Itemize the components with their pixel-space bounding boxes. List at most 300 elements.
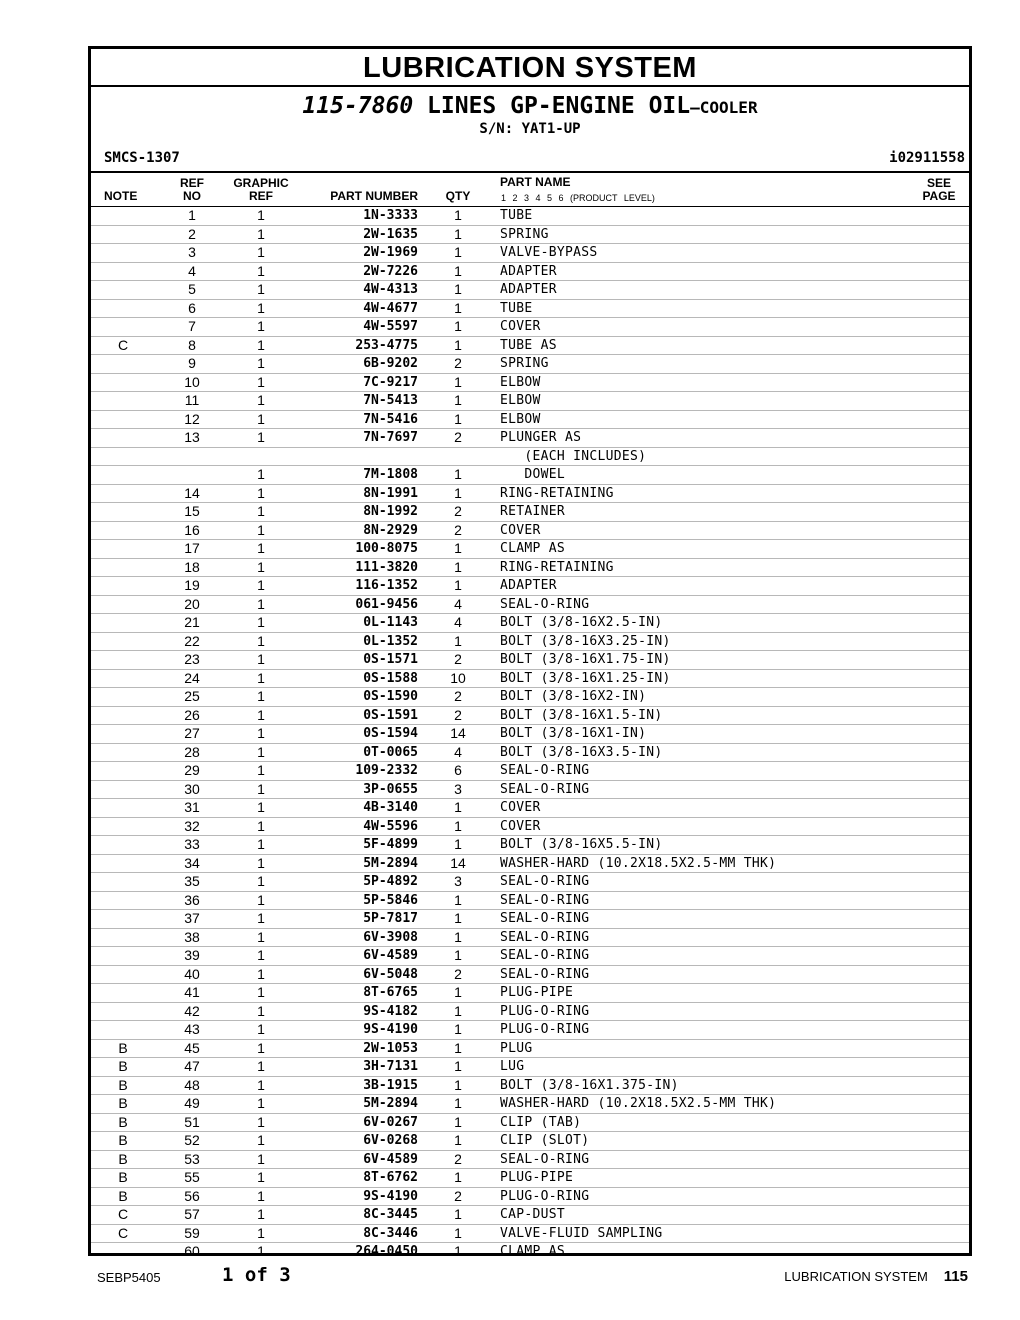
table-row xyxy=(91,502,969,521)
table-row xyxy=(91,447,969,466)
table-row xyxy=(91,243,969,262)
cell-ref: 27 xyxy=(184,725,200,741)
page-title: LUBRICATION SYSTEM xyxy=(363,52,697,84)
table-row xyxy=(91,1020,969,1039)
cell-part: 264-0450 xyxy=(355,1244,418,1259)
cell-ref: 40 xyxy=(184,965,200,982)
cell-graphic: 1 xyxy=(257,540,265,556)
cell-ref: 25 xyxy=(184,688,200,704)
cell-part: 5M-2894 xyxy=(363,855,418,871)
cell-qty: 4 xyxy=(454,595,462,612)
cell-part: 4B-3140 xyxy=(363,800,418,815)
cell-name: SEAL-O-RING xyxy=(500,911,590,926)
cell-note: C xyxy=(117,1206,129,1222)
cell-ref: 33 xyxy=(184,836,200,852)
table-row xyxy=(91,798,969,817)
cell-qty: 1 xyxy=(454,540,462,556)
cell-graphic: 1 xyxy=(257,244,265,260)
cell-graphic: 1 xyxy=(257,1095,265,1111)
footer-section xyxy=(784,1268,968,1285)
cell-qty: 2 xyxy=(454,965,462,982)
cell-qty: 2 xyxy=(454,355,462,371)
cell-ref: 17 xyxy=(184,540,200,556)
cell-graphic: 1 xyxy=(257,299,265,316)
cell-name: WASHER-HARD (10.2X18.5X2.5-MM THK) xyxy=(500,855,777,871)
cell-name: RING-RETAINING xyxy=(500,485,614,501)
table-row xyxy=(91,595,969,614)
cell-qty: 2 xyxy=(454,521,462,538)
table-row xyxy=(91,576,969,595)
cell-name: TUBE AS xyxy=(500,337,557,353)
col-ref-header-top: REF xyxy=(180,176,204,190)
cell-part: 8N-1991 xyxy=(363,485,418,501)
cell-qty: 6 xyxy=(454,762,462,778)
cell-ref: 52 xyxy=(184,1132,200,1148)
cell-qty: 1 xyxy=(454,632,462,649)
cell-ref: 56 xyxy=(184,1187,200,1204)
table-row xyxy=(91,317,969,336)
cell-part: 5P-5846 xyxy=(363,892,418,908)
cell-ref: 28 xyxy=(184,743,200,760)
cell-name: SEAL-O-RING xyxy=(500,874,590,889)
cell-name: ADAPTER xyxy=(500,282,557,297)
cell-name: CLIP (TAB) xyxy=(500,1114,582,1130)
cell-name: COVER xyxy=(500,818,541,834)
cell-name: BOLT (3/8-16X3.25-IN) xyxy=(500,633,671,649)
table-row xyxy=(91,817,969,836)
cell-graphic: 1 xyxy=(257,410,265,427)
table-row xyxy=(91,373,969,392)
group-name-suffix: —COOLER xyxy=(690,98,758,117)
col-graphic-header-top: GRAPHIC xyxy=(233,176,289,190)
cell-ref: 39 xyxy=(184,947,200,963)
cell-part: 0S-1590 xyxy=(363,689,418,704)
cell-name: TUBE xyxy=(500,300,533,316)
footer-page-number: 115 xyxy=(943,1268,968,1285)
table-row xyxy=(91,687,969,706)
cell-ref: 16 xyxy=(184,521,200,538)
cell-part: 6V-3908 xyxy=(363,929,418,945)
cell-graphic: 1 xyxy=(257,743,265,760)
cell-ref: 55 xyxy=(184,1169,200,1185)
cell-name: PLUG-O-RING xyxy=(500,1003,590,1019)
cell-qty: 1 xyxy=(454,373,462,390)
cell-graphic: 1 xyxy=(257,484,265,501)
cell-name: DOWEL xyxy=(500,467,566,482)
cell-note: B xyxy=(118,1187,128,1204)
cell-graphic: 1 xyxy=(257,225,265,242)
cell-ref: 12 xyxy=(184,410,200,427)
table-row xyxy=(91,521,969,540)
cell-name: SEAL-O-RING xyxy=(500,948,590,963)
cell-name: SEAL-O-RING xyxy=(500,763,590,778)
cell-graphic: 1 xyxy=(257,688,265,704)
cell-qty: 1 xyxy=(454,1021,462,1037)
cell-graphic: 1 xyxy=(257,503,265,519)
cell-part: 6V-0267 xyxy=(363,1114,418,1130)
cell-qty: 14 xyxy=(450,725,466,741)
cell-part: 8C-3445 xyxy=(363,1207,418,1222)
cell-graphic: 1 xyxy=(257,891,265,908)
table-row xyxy=(91,280,969,299)
cell-qty: 1 xyxy=(454,947,462,963)
cell-part: 100-8075 xyxy=(355,541,418,556)
table-row xyxy=(91,1242,969,1261)
cell-graphic: 1 xyxy=(257,836,265,852)
cell-part: 9S-4182 xyxy=(363,1003,418,1019)
footer-doc-id: SEBP5405 xyxy=(97,1270,161,1285)
table-row xyxy=(91,1094,969,1113)
cell-qty: 1 xyxy=(454,910,462,926)
cell-ref: 59 xyxy=(184,1224,200,1241)
cell-ref: 7 xyxy=(188,318,196,334)
cell-graphic: 1 xyxy=(257,1076,265,1093)
cell-graphic: 1 xyxy=(257,558,265,575)
cell-graphic: 1 xyxy=(257,965,265,982)
cell-qty: 1 xyxy=(454,1076,462,1093)
cell-qty: 1 xyxy=(454,558,462,575)
table-row xyxy=(91,539,969,558)
cell-qty: 3 xyxy=(454,873,462,889)
cell-part: 9S-4190 xyxy=(363,1188,418,1204)
cell-part: 2W-1969 xyxy=(363,245,418,260)
cell-ref: 37 xyxy=(184,910,200,926)
cell-qty: 1 xyxy=(454,484,462,501)
cell-graphic: 1 xyxy=(257,1243,265,1259)
col-graphic-header-bottom: REF xyxy=(249,189,273,203)
table-row xyxy=(91,724,969,743)
table-row xyxy=(91,428,969,447)
cell-ref: 8 xyxy=(188,336,196,353)
cell-name: BOLT (3/8-16X3.5-IN) xyxy=(500,744,663,760)
cell-part: 0T-0065 xyxy=(363,744,418,760)
cell-ref: 10 xyxy=(184,373,200,390)
cell-part: 4W-5596 xyxy=(363,818,418,834)
cell-ref: 38 xyxy=(184,928,200,945)
cell-part: 6V-0268 xyxy=(363,1133,418,1148)
cell-part: 8T-6765 xyxy=(363,985,418,1000)
cell-ref: 47 xyxy=(184,1058,200,1074)
cell-graphic: 1 xyxy=(257,355,265,371)
cell-name: SPRING xyxy=(500,356,549,371)
cell-qty: 1 xyxy=(454,318,462,334)
cell-ref: 23 xyxy=(184,651,200,667)
table-row xyxy=(91,872,969,891)
cell-name: VALVE-BYPASS xyxy=(500,245,598,260)
table-row xyxy=(91,1224,969,1243)
cell-graphic: 1 xyxy=(257,614,265,630)
table-row xyxy=(91,262,969,281)
table-row xyxy=(91,835,969,854)
table-row xyxy=(91,1187,969,1206)
cell-name: SEAL-O-RING xyxy=(500,1151,590,1167)
cell-graphic: 1 xyxy=(257,1113,265,1130)
cell-graphic: 1 xyxy=(257,651,265,667)
cell-qty: 2 xyxy=(454,429,462,445)
cell-part: 6V-5048 xyxy=(363,966,418,982)
cell-ref: 60 xyxy=(184,1243,200,1259)
cell-qty: 1 xyxy=(454,1039,462,1056)
cell-qty: 1 xyxy=(454,299,462,316)
cell-qty: 10 xyxy=(450,669,466,686)
cell-name: BOLT (3/8-16X1.75-IN) xyxy=(500,652,671,667)
cell-ref: 13 xyxy=(184,429,200,445)
cell-graphic: 1 xyxy=(257,910,265,926)
cell-part: 7N-7697 xyxy=(363,430,418,445)
cell-graphic: 1 xyxy=(257,947,265,963)
cell-graphic: 1 xyxy=(257,207,265,223)
cell-qty: 1 xyxy=(454,817,462,834)
table-row xyxy=(91,706,969,725)
group-title xyxy=(91,93,969,121)
table-row xyxy=(91,909,969,928)
cell-name: BOLT (3/8-16X2-IN) xyxy=(500,689,647,704)
cell-name: SEAL-O-RING xyxy=(500,929,590,945)
cell-qty: 1 xyxy=(454,1058,462,1074)
cell-name: CLAMP AS xyxy=(500,541,566,556)
table-row xyxy=(91,669,969,688)
table-row xyxy=(91,965,969,984)
cell-ref: 24 xyxy=(184,669,200,686)
cell-name: (EACH INCLUDES) xyxy=(500,448,647,464)
cell-name: BOLT (3/8-16X5.5-IN) xyxy=(500,837,663,852)
table-row xyxy=(91,465,969,484)
cell-graphic: 1 xyxy=(257,632,265,649)
parts-table xyxy=(91,206,969,1261)
cell-part: 5P-4892 xyxy=(363,874,418,889)
cell-qty: 1 xyxy=(454,1206,462,1222)
cell-graphic: 1 xyxy=(257,1002,265,1019)
cell-part: 253-4775 xyxy=(355,337,418,353)
table-row xyxy=(91,1205,969,1224)
cell-part: 061-9456 xyxy=(355,596,418,612)
col-part-name-header: PART NAME xyxy=(500,175,571,189)
cell-note: B xyxy=(118,1058,128,1074)
table-row xyxy=(91,650,969,669)
cell-name: COVER xyxy=(500,319,541,334)
table-row xyxy=(91,983,969,1002)
col-see-header-bottom: PAGE xyxy=(922,189,956,203)
cell-name: BOLT (3/8-16X1.25-IN) xyxy=(500,670,671,686)
cell-part: 2W-1635 xyxy=(363,226,418,242)
cell-note: B xyxy=(118,1113,128,1130)
cell-name: PLUG-O-RING xyxy=(500,1022,590,1037)
cell-part: 3B-1915 xyxy=(363,1077,418,1093)
cell-graphic: 1 xyxy=(257,1058,265,1074)
cell-name: SEAL-O-RING xyxy=(500,781,590,797)
cell-ref: 32 xyxy=(184,817,200,834)
table-row xyxy=(91,1002,969,1021)
table-row xyxy=(91,1057,969,1076)
cell-note: B xyxy=(118,1039,128,1056)
cell-part: 1N-3333 xyxy=(363,208,418,223)
cell-ref: 30 xyxy=(184,780,200,797)
cell-ref: 1 xyxy=(188,207,196,223)
cell-graphic: 1 xyxy=(257,762,265,778)
cell-graphic: 1 xyxy=(257,262,265,279)
cell-qty: 1 xyxy=(454,1169,462,1185)
cell-part: 4W-4313 xyxy=(363,282,418,297)
cell-name: ELBOW xyxy=(500,393,541,408)
cell-graphic: 1 xyxy=(257,1206,265,1222)
cell-qty: 2 xyxy=(454,651,462,667)
cell-name: VALVE-FLUID SAMPLING xyxy=(500,1225,663,1241)
cell-qty: 4 xyxy=(454,743,462,760)
cell-qty: 1 xyxy=(454,1002,462,1019)
cell-name: PLUG xyxy=(500,1040,533,1056)
cell-note: C xyxy=(117,1224,129,1241)
cell-graphic: 1 xyxy=(257,373,265,390)
header-divider xyxy=(91,171,969,173)
cell-graphic: 1 xyxy=(257,1039,265,1056)
cell-note: B xyxy=(118,1150,128,1167)
table-row xyxy=(91,1113,969,1132)
cell-part: 6B-9202 xyxy=(363,356,418,371)
cell-graphic: 1 xyxy=(257,706,265,723)
cell-name: PLUNGER AS xyxy=(500,430,582,445)
parts-list-frame xyxy=(88,46,972,1259)
cell-part: 8C-3446 xyxy=(363,1225,418,1241)
cell-note: B xyxy=(118,1132,128,1148)
cell-name: TUBE xyxy=(500,208,533,223)
cell-qty: 1 xyxy=(454,1132,462,1148)
cell-graphic: 1 xyxy=(257,984,265,1000)
table-row xyxy=(91,891,969,910)
cell-graphic: 1 xyxy=(257,1150,265,1167)
cell-qty: 1 xyxy=(454,799,462,815)
cell-name: PLUG-PIPE xyxy=(500,985,574,1000)
cell-part: 4W-4677 xyxy=(363,300,418,316)
cell-part: 8N-2929 xyxy=(363,522,418,538)
cell-graphic: 1 xyxy=(257,281,265,297)
cell-graphic: 1 xyxy=(257,318,265,334)
cell-qty: 1 xyxy=(454,1243,462,1259)
cell-part: 7N-5416 xyxy=(363,411,418,427)
cell-ref: 21 xyxy=(184,614,200,630)
cell-part: 8N-1992 xyxy=(363,504,418,519)
cell-name: SEAL-O-RING xyxy=(500,892,590,908)
table-row xyxy=(91,206,969,225)
table-row xyxy=(91,484,969,503)
cell-part: 0L-1352 xyxy=(363,633,418,649)
cell-name: RING-RETAINING xyxy=(500,559,614,575)
cell-qty: 1 xyxy=(454,244,462,260)
cell-name: ADAPTER xyxy=(500,578,557,593)
cell-part: 3P-0655 xyxy=(363,781,418,797)
cell-ref: 45 xyxy=(184,1039,200,1056)
cell-ref: 29 xyxy=(184,762,200,778)
cell-graphic: 1 xyxy=(257,873,265,889)
cell-ref: 26 xyxy=(184,706,200,723)
cell-part: 0S-1588 xyxy=(363,670,418,686)
cell-graphic: 1 xyxy=(257,336,265,353)
cell-graphic: 1 xyxy=(257,854,265,871)
table-row xyxy=(91,391,969,410)
cell-part: 0S-1571 xyxy=(363,652,418,667)
cell-name: BOLT (3/8-16X1.375-IN) xyxy=(500,1077,679,1093)
cell-qty: 1 xyxy=(454,836,462,852)
cell-ref: 53 xyxy=(184,1150,200,1167)
cell-ref: 34 xyxy=(184,854,200,871)
table-row xyxy=(91,632,969,651)
table-row xyxy=(91,225,969,244)
cell-name: WASHER-HARD (10.2X18.5X2.5-MM THK) xyxy=(500,1096,777,1111)
table-row xyxy=(91,1131,969,1150)
cell-name: BOLT (3/8-16X1-IN) xyxy=(500,726,647,741)
table-row xyxy=(91,854,969,873)
cell-name: BOLT (3/8-16X2.5-IN) xyxy=(500,615,663,630)
cell-name: COVER xyxy=(500,522,541,538)
cell-ref: 41 xyxy=(184,984,200,1000)
cell-part: 4W-5597 xyxy=(363,319,418,334)
cell-ref: 42 xyxy=(184,1002,200,1019)
cell-qty: 2 xyxy=(454,706,462,723)
cell-graphic: 1 xyxy=(257,392,265,408)
cell-ref: 3 xyxy=(188,244,196,260)
cell-qty: 1 xyxy=(454,891,462,908)
cell-ref: 15 xyxy=(184,503,200,519)
cell-graphic: 1 xyxy=(257,577,265,593)
cell-name: PLUG-O-RING xyxy=(500,1188,590,1204)
cell-part: 111-3820 xyxy=(355,559,418,575)
cell-part: 7N-5413 xyxy=(363,393,418,408)
cell-name: COVER xyxy=(500,800,541,815)
title-band xyxy=(91,49,969,87)
cell-ref: 57 xyxy=(184,1206,200,1222)
cell-part: 0S-1591 xyxy=(363,707,418,723)
table-row xyxy=(91,1168,969,1187)
cell-ref: 20 xyxy=(184,595,200,612)
cell-qty: 1 xyxy=(454,336,462,353)
cell-part: 5F-4899 xyxy=(363,837,418,852)
cell-qty: 1 xyxy=(454,225,462,242)
cell-qty: 3 xyxy=(454,780,462,797)
cell-graphic: 1 xyxy=(257,1132,265,1148)
illustration-id: i02911558 xyxy=(889,150,965,166)
table-row xyxy=(91,299,969,318)
cell-qty: 1 xyxy=(454,928,462,945)
cell-part: 7M-1808 xyxy=(363,467,418,482)
cell-name: CLAMP AS xyxy=(500,1244,566,1259)
table-row xyxy=(91,558,969,577)
footer-page-of: 1 of 3 xyxy=(222,1264,291,1286)
cell-ref: 4 xyxy=(188,262,196,279)
cell-note: B xyxy=(118,1169,128,1185)
cell-graphic: 1 xyxy=(257,1224,265,1241)
smcs-code: SMCS-1307 xyxy=(104,150,180,166)
cell-part: 0L-1143 xyxy=(363,615,418,630)
cell-ref: 2 xyxy=(188,225,196,242)
cell-qty: 14 xyxy=(450,854,466,871)
cell-graphic: 1 xyxy=(257,780,265,797)
group-name: LINES GP-ENGINE OIL xyxy=(413,93,691,119)
group-number: 115-7860 xyxy=(302,93,414,119)
cell-graphic: 1 xyxy=(257,466,265,482)
cell-qty: 1 xyxy=(454,1113,462,1130)
cell-note: C xyxy=(117,336,129,353)
table-row xyxy=(91,761,969,780)
cell-ref: 9 xyxy=(188,355,196,371)
cell-name: ELBOW xyxy=(500,374,541,390)
cell-graphic: 1 xyxy=(257,1169,265,1185)
cell-ref: 49 xyxy=(184,1095,200,1111)
col-note-header: NOTE xyxy=(104,189,138,203)
cell-qty: 1 xyxy=(454,466,462,482)
cell-qty: 1 xyxy=(454,410,462,427)
cell-graphic: 1 xyxy=(257,817,265,834)
cell-name: ADAPTER xyxy=(500,263,557,279)
cell-part: 109-2332 xyxy=(355,763,418,778)
